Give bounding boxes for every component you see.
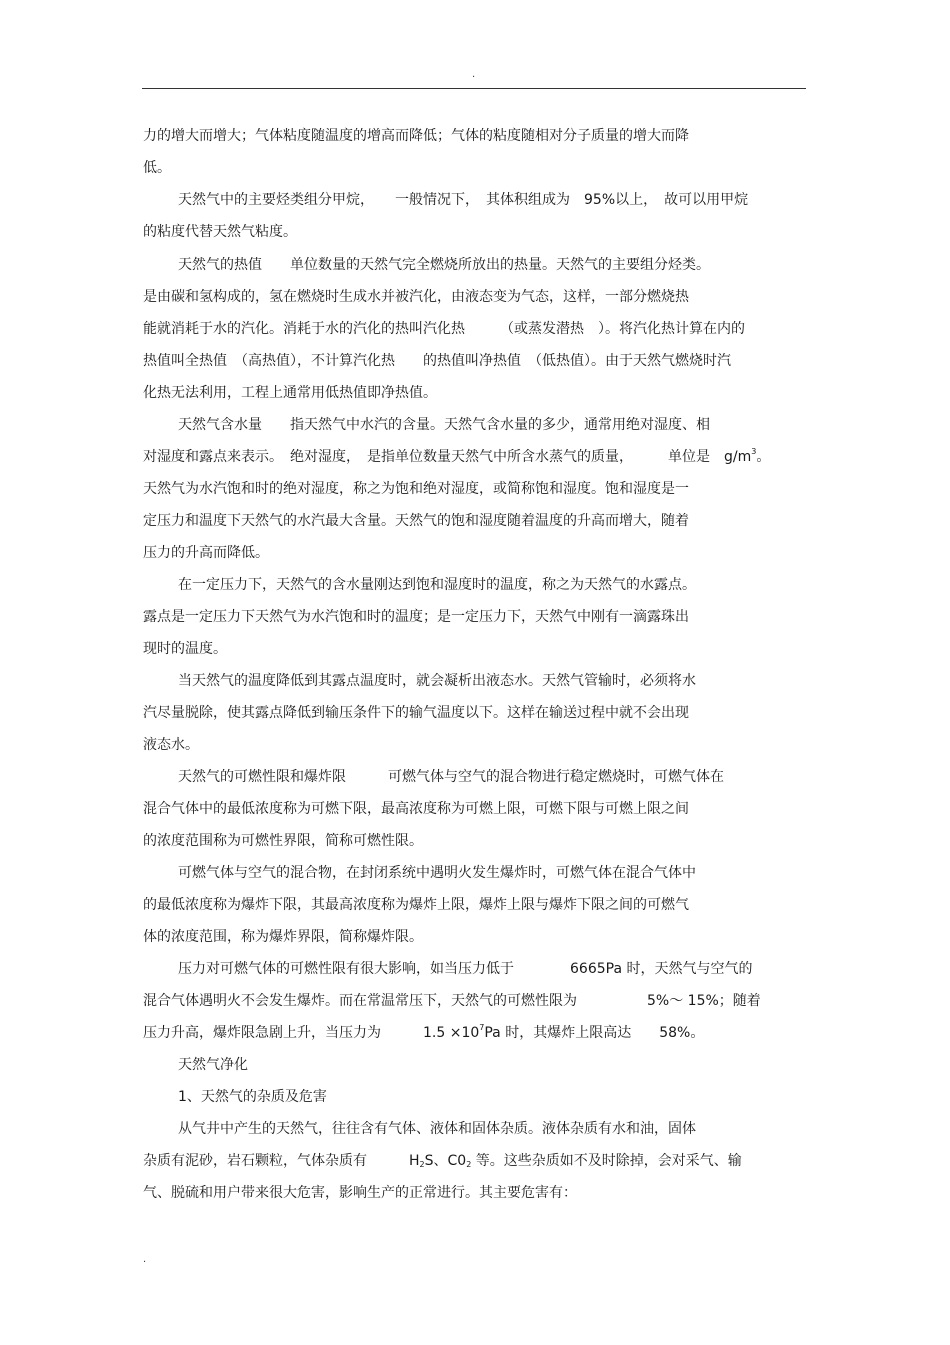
- header-rule: [142, 88, 806, 89]
- text-line: 化热无法利用，工程上通常用低热值即净热值。: [143, 385, 437, 401]
- text-line: 液态水。: [143, 737, 199, 753]
- text-line: 天然气为水汽饱和时的绝对湿度，称之为饱和绝对湿度，或简称饱和湿度。饱和湿度是一: [143, 481, 689, 497]
- text-segment: 。: [756, 449, 771, 465]
- header-mark: .: [472, 69, 476, 80]
- subscript: 2: [466, 1160, 472, 1169]
- impurities-paragraph-start: 从气井中产生的天然气，往往含有气体、液体和固体杂质。液体杂质有水和油，固体: [178, 1121, 696, 1137]
- paragraph-start-line: 当天然气的温度降低到其露点温度时，就会凝析出液态水。天然气管输时，必须将水: [178, 673, 696, 689]
- text-line: 热值叫全热值 （高热值），不计算汽化热 的热值叫净热值 （低热值）。由于天然气燃烧时汽: [143, 353, 731, 369]
- superscript: 7: [479, 1023, 485, 1032]
- text-line: 力的增大而增大；气体粘度随温度的增高而降低；气体的粘度随相对分子质量的增大而降: [143, 128, 689, 144]
- text-line: 是由碳和氢构成的，氢在燃烧时生成水并被汽化，由液态变为气态，这样，一部分燃烧热: [143, 289, 689, 305]
- text-segment: S、C0: [424, 1153, 467, 1169]
- superscript: 3: [751, 447, 757, 456]
- paragraph-start-line: 天然气中的主要烃类组分甲烷， 一般情况下， 其体积组成为 95%以上， 故可以用甲烷: [178, 192, 749, 208]
- text-line: 汽尽量脱除，使其露点降低到输压条件下的输气温度以下。这样在输送过程中就不会出现: [143, 705, 689, 721]
- text-line: 定压力和温度下天然气的水汽最大含量。天然气的饱和湿度随着温度的升高而增大，随着: [143, 513, 689, 529]
- heat-value-paragraph-start: 天然气的热值 单位数量的天然气完全燃烧所放出的热量。天然气的主要组分烃类。: [178, 257, 710, 273]
- text-line: 的最低浓度称为爆炸下限，其最高浓度称为爆炸上限，爆炸上限与爆炸下限之间的可燃气: [143, 897, 689, 913]
- text-segment: Pa 时，其爆炸上限高达 58%。: [484, 1025, 705, 1041]
- text-line: 现时的温度。: [143, 641, 227, 657]
- explosion-paragraph-start: 可燃气体与空气的混合物，在封闭系统中遇明火发生爆炸时，可燃气体在混合气体中: [178, 865, 696, 881]
- text-line-with-exponent: [143, 1023, 704, 1043]
- text-line: 低。: [143, 160, 171, 176]
- text-segment: 等。这些杂质如不及时除掉，会对采气、输: [471, 1153, 742, 1169]
- text-line: 混合气体遇明火不会发生爆炸。而在常温常压下，天然气的可燃性限为 5%～ 15%；随着: [143, 993, 761, 1009]
- text-line: 的浓度范围称为可燃性界限，简称可燃性限。: [143, 833, 423, 849]
- dew-point-paragraph-start: 在一定压力下，天然气的含水量刚达到饱和湿度时的温度，称之为天然气的水露点。: [178, 577, 696, 593]
- pressure-paragraph-start: 压力对可燃气体的可燃性限有很大影响，如当压力低于 6665Pa 时，天然气与空气的: [178, 961, 753, 977]
- text-line: 压力的升高而降低。: [143, 545, 269, 561]
- text-segment: 杂质有泥砂，岩石颗粒，气体杂质有 H: [143, 1153, 420, 1169]
- footer-mark: .: [143, 1254, 147, 1265]
- water-content-paragraph-start: 天然气含水量 指天然气中水汽的含量。天然气含水量的多少，通常用绝对湿度、相: [178, 417, 710, 433]
- text-segment: 压力升高，爆炸限急剧上升，当压力为 1.5 ×10: [143, 1025, 480, 1041]
- subsection-heading: 1、天然气的杂质及危害: [178, 1089, 327, 1105]
- text-line: 气、脱硫和用户带来很大危害，影响生产的正常进行。其主要危害有：: [143, 1185, 577, 1201]
- section-heading: 天然气净化: [178, 1057, 248, 1073]
- text-line: 混合气体中的最低浓度称为可燃下限，最高浓度称为可燃上限，可燃下限与可燃上限之间: [143, 801, 689, 817]
- flammability-paragraph-start: 天然气的可燃性限和爆炸限 可燃气体与空气的混合物进行稳定燃烧时，可燃气体在: [178, 769, 724, 785]
- text-line: 能就消耗于水的汽化。消耗于水的汽化的热叫汽化热 （或蒸发潜热 ）。将汽化热计算在内的: [143, 321, 745, 337]
- text-line: 露点是一定压力下天然气为水汽饱和时的温度；是一定压力下，天然气中刚有一滴露珠出: [143, 609, 689, 625]
- text-segment: 对湿度和露点来表示。 绝对湿度， 是指单位数量天然气中所含水蒸气的质量， 单位是 g/m: [143, 449, 752, 465]
- subscript: 2: [419, 1160, 425, 1169]
- text-line-with-unit: [143, 447, 770, 467]
- text-line: 体的浓度范围，称为爆炸界限，简称爆炸限。: [143, 929, 423, 945]
- text-line: 的粘度代替天然气粘度。: [143, 224, 297, 240]
- text-line-with-formula: [143, 1151, 742, 1171]
